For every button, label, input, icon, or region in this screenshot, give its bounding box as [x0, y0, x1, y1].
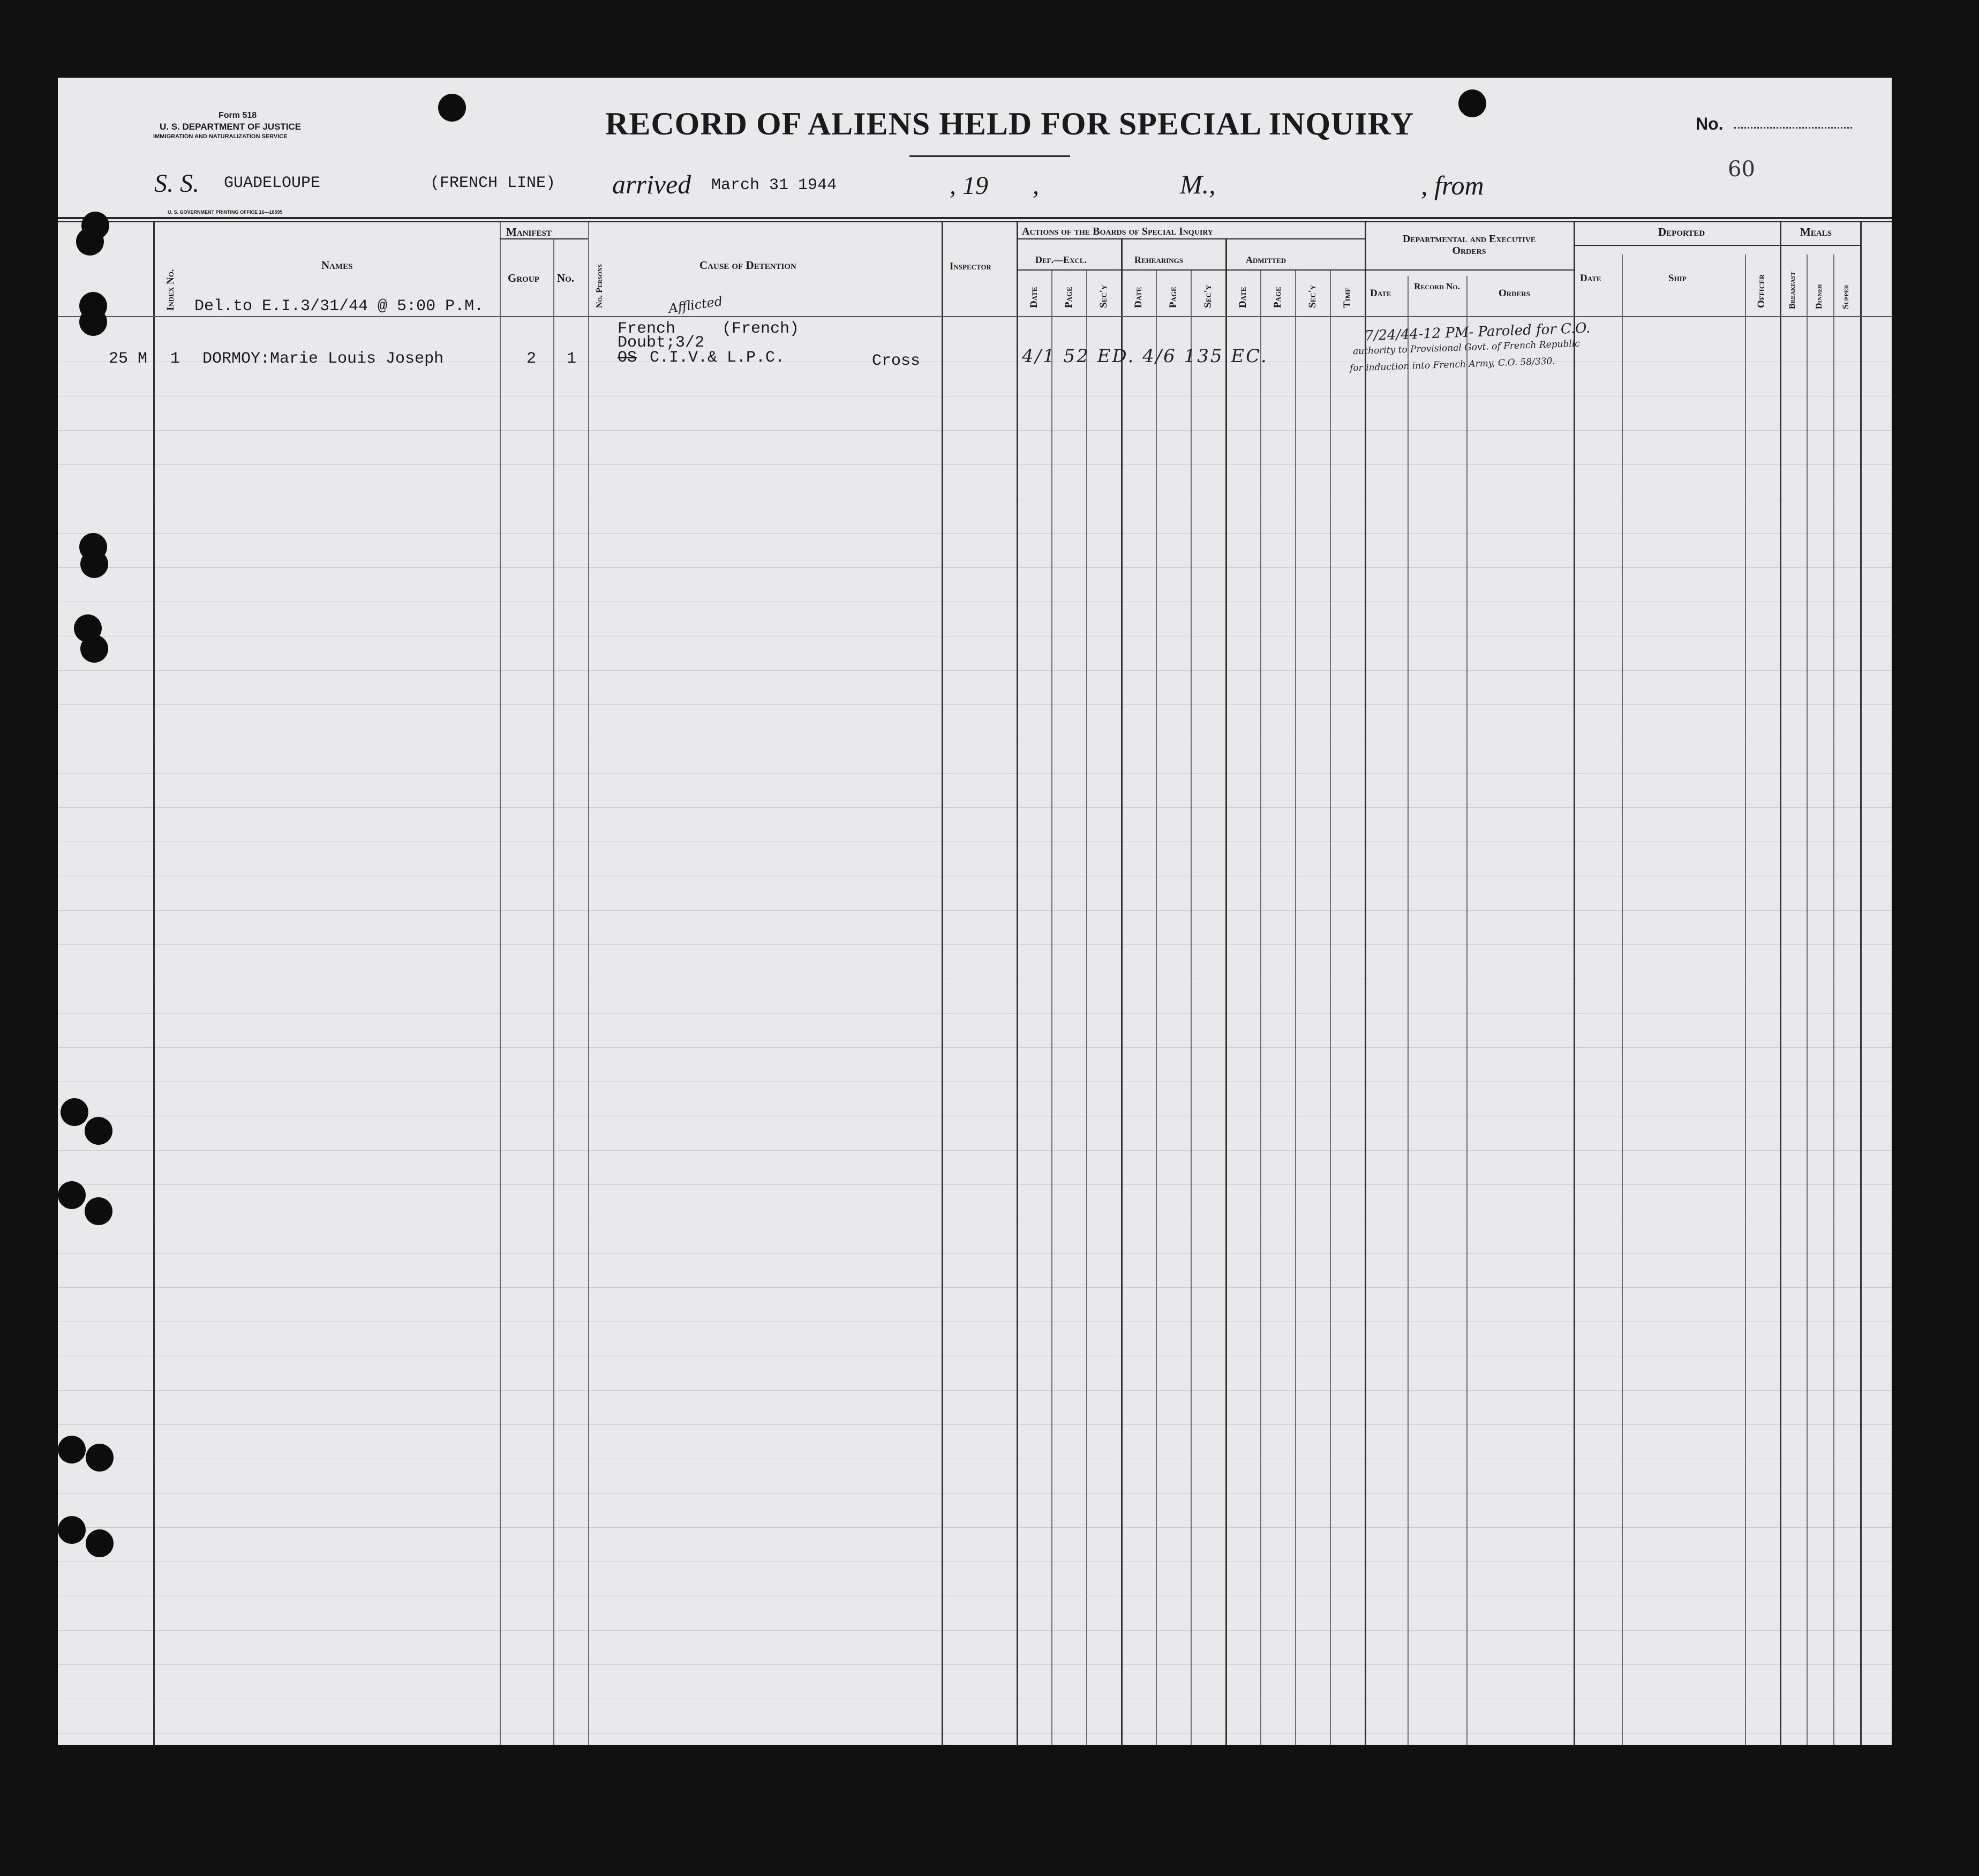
entry-cause-line1: French — [618, 320, 676, 338]
col-line — [1408, 276, 1409, 1745]
record-sheet — [58, 78, 1892, 1745]
printer-credit: U. S. GOVERNMENT PRINTING OFFICE 16—18595 — [168, 209, 283, 215]
header-deported-date: Date — [1580, 273, 1601, 284]
header-def-date: Date — [1028, 287, 1040, 308]
col-line — [1191, 271, 1192, 1745]
header-deported: Deported — [1658, 226, 1705, 238]
header-adm-date: Date — [1237, 287, 1248, 308]
header-officer: Officer — [1756, 274, 1767, 308]
punch-hole — [1458, 89, 1486, 117]
header-bottom-rule — [58, 316, 1892, 317]
ruled-line — [58, 1527, 1892, 1528]
year-label: , 19 — [950, 171, 988, 200]
col-line — [1860, 222, 1862, 1745]
entry-cause-hand-insert: Afflicted — [667, 294, 724, 316]
col-line — [500, 222, 501, 1745]
ruled-line — [58, 430, 1892, 431]
header-top-rule — [58, 217, 1892, 219]
header-orders: Orders — [1499, 288, 1530, 299]
col-line — [588, 222, 589, 1745]
m-label: M., — [1180, 169, 1216, 199]
col-line — [1156, 271, 1157, 1745]
ruled-line — [58, 1424, 1892, 1425]
title-underline — [909, 155, 1070, 157]
ruled-line — [58, 1390, 1892, 1391]
col-line — [1295, 271, 1296, 1745]
ruled-line — [58, 1047, 1892, 1048]
page-title: RECORD OF ALIENS HELD FOR SPECIAL INQUIRY — [605, 106, 1414, 141]
header-adm-time: Time — [1342, 287, 1353, 308]
entry-group: 2 — [526, 350, 537, 368]
header-admitted: Admitted — [1246, 254, 1286, 265]
col-line — [153, 222, 155, 1745]
entry-no: 1 — [567, 350, 577, 368]
ruled-line — [58, 1150, 1892, 1151]
ruled-line — [58, 464, 1892, 465]
header-adm-page: Page — [1272, 287, 1283, 308]
col-line — [1807, 254, 1808, 1745]
header-reh-secy: Sec'y — [1202, 284, 1214, 308]
header-def-excl: Def.—Excl. — [1035, 254, 1087, 265]
header-reh-date: Date — [1133, 287, 1144, 308]
col-line — [1365, 222, 1366, 1745]
entry-age-sex: 25 M — [109, 350, 148, 368]
shipping-line: (FRENCH LINE) — [430, 174, 556, 192]
ruled-line — [58, 1493, 1892, 1494]
col-line — [1745, 254, 1746, 1745]
entry-inspector: Cross — [872, 352, 921, 370]
punch-hole — [438, 94, 466, 122]
entry-cause-nationality: (French) — [722, 320, 800, 338]
header-manifest: Manifest — [506, 226, 552, 238]
col-line — [1225, 238, 1227, 1745]
punch-hole — [85, 1117, 112, 1145]
header-top-rule-2 — [58, 221, 1892, 222]
header-meals: Meals — [1800, 226, 1832, 238]
ruled-line — [58, 567, 1892, 568]
entry-orders-line3: for induction into French Army, C.O. 58/330. — [1349, 356, 1555, 374]
delivery-note: Del.to E.I.3/31/44 @ 5:00 P.M. — [194, 297, 484, 316]
arrived-label: arrived — [612, 169, 691, 199]
header-breakfast: Breakfast — [1788, 272, 1797, 309]
ruled-line — [58, 1664, 1892, 1665]
header-def-secy: Sec'y — [1098, 284, 1109, 308]
entry-board-actions: 4/1 52 ED. 4/6 135 EC. — [1022, 346, 1268, 367]
entry-orders-line1: 7/24/44-12 PM- Paroled for C.O. — [1364, 320, 1591, 344]
col-line — [1833, 254, 1834, 1745]
ruled-line — [58, 910, 1892, 911]
comma-mark: , — [1033, 171, 1039, 200]
header-inspector: Inspector — [950, 261, 991, 272]
ruled-line — [58, 1287, 1892, 1288]
punch-hole — [58, 1181, 86, 1209]
ruled-line — [58, 533, 1892, 534]
punch-hole — [80, 550, 108, 578]
actions-rule — [1017, 238, 1365, 239]
ruled-line — [58, 1630, 1892, 1631]
header-reh-page: Page — [1168, 287, 1179, 308]
header-names: Names — [321, 259, 353, 272]
from-label: , from — [1421, 170, 1484, 200]
col-line — [1622, 254, 1623, 1745]
punch-hole — [86, 1529, 114, 1557]
entry-orders-line2: authority to Provisional Govt. of French Republic — [1352, 338, 1581, 357]
punch-hole — [79, 308, 107, 336]
ss-label: S. S. — [154, 169, 199, 198]
department-name: U. S. DEPARTMENT OF JUSTICE — [160, 122, 302, 132]
header-record-no: Record No. — [1414, 281, 1460, 291]
entry-cause-line3: C.I.V.& L.P.C. — [650, 349, 785, 367]
punch-hole — [61, 1098, 88, 1126]
header-ship: Ship — [1668, 273, 1687, 284]
header-no: No. — [557, 272, 575, 284]
col-line — [1051, 271, 1052, 1745]
punch-hole — [86, 1444, 114, 1472]
punch-hole — [85, 1197, 112, 1225]
header-no-persons: No. Persons — [595, 264, 604, 308]
ruled-line — [58, 1733, 1892, 1734]
header-dinner: Dinner — [1815, 283, 1824, 309]
punch-hole — [58, 1436, 86, 1464]
col-line — [1017, 222, 1018, 1745]
header-dept-orders: Departmental and Executive Orders — [1402, 233, 1536, 257]
form-number: Form 518 — [219, 111, 257, 120]
col-line — [1466, 276, 1468, 1745]
header-group: Group — [508, 272, 539, 284]
ruled-line — [58, 1184, 1892, 1185]
arrived-date: March 31 1944 — [711, 176, 837, 194]
col-line — [1121, 238, 1123, 1745]
entry-cause-line2: Doubt;3/2 — [618, 334, 705, 352]
header-adm-secy: Sec'y — [1307, 284, 1318, 308]
header-index-no: Index No. — [165, 269, 176, 311]
ruled-line — [58, 807, 1892, 808]
ruled-line — [58, 1253, 1892, 1254]
col-line — [553, 238, 554, 1745]
ruled-line — [58, 944, 1892, 945]
entry-name: DORMOY:Marie Louis Joseph — [202, 350, 444, 368]
dept-rule — [1365, 269, 1574, 271]
header-dept-date: Date — [1370, 288, 1391, 299]
page-number-hand: 60 — [1728, 157, 1755, 182]
meals-rule — [1780, 245, 1860, 246]
entry-index: 1 — [170, 350, 180, 368]
header-supper: Supper — [1841, 284, 1850, 309]
ruled-line — [58, 704, 1892, 705]
ruled-line — [58, 670, 1892, 671]
punch-hole — [76, 228, 104, 256]
col-line — [1780, 222, 1781, 1745]
punch-hole — [80, 635, 108, 663]
col-line — [1330, 271, 1331, 1745]
header-actions: Actions of the Boards of Special Inquiry — [1022, 226, 1214, 237]
col-line — [942, 222, 943, 1745]
punch-hole — [58, 1516, 86, 1544]
number-label: No. — [1696, 114, 1724, 133]
ship-name: GUADELOUPE — [224, 174, 321, 192]
entry-cause-prefix-struck: OS — [618, 349, 637, 367]
actions-subrule — [1017, 269, 1365, 271]
ruled-line — [58, 773, 1892, 774]
col-line — [1260, 271, 1261, 1745]
col-line — [1086, 271, 1087, 1745]
header-def-page: Page — [1063, 287, 1074, 308]
ruled-line — [58, 1013, 1892, 1014]
number-dotted-line — [1734, 127, 1852, 129]
deported-rule — [1574, 245, 1780, 246]
header-cause: Cause of Detention — [699, 259, 796, 272]
header-rehearings: Rehearings — [1134, 254, 1184, 265]
col-line — [1574, 222, 1575, 1745]
service-name: IMMIGRATION AND NATURALIZATION SERVICE — [153, 133, 288, 140]
